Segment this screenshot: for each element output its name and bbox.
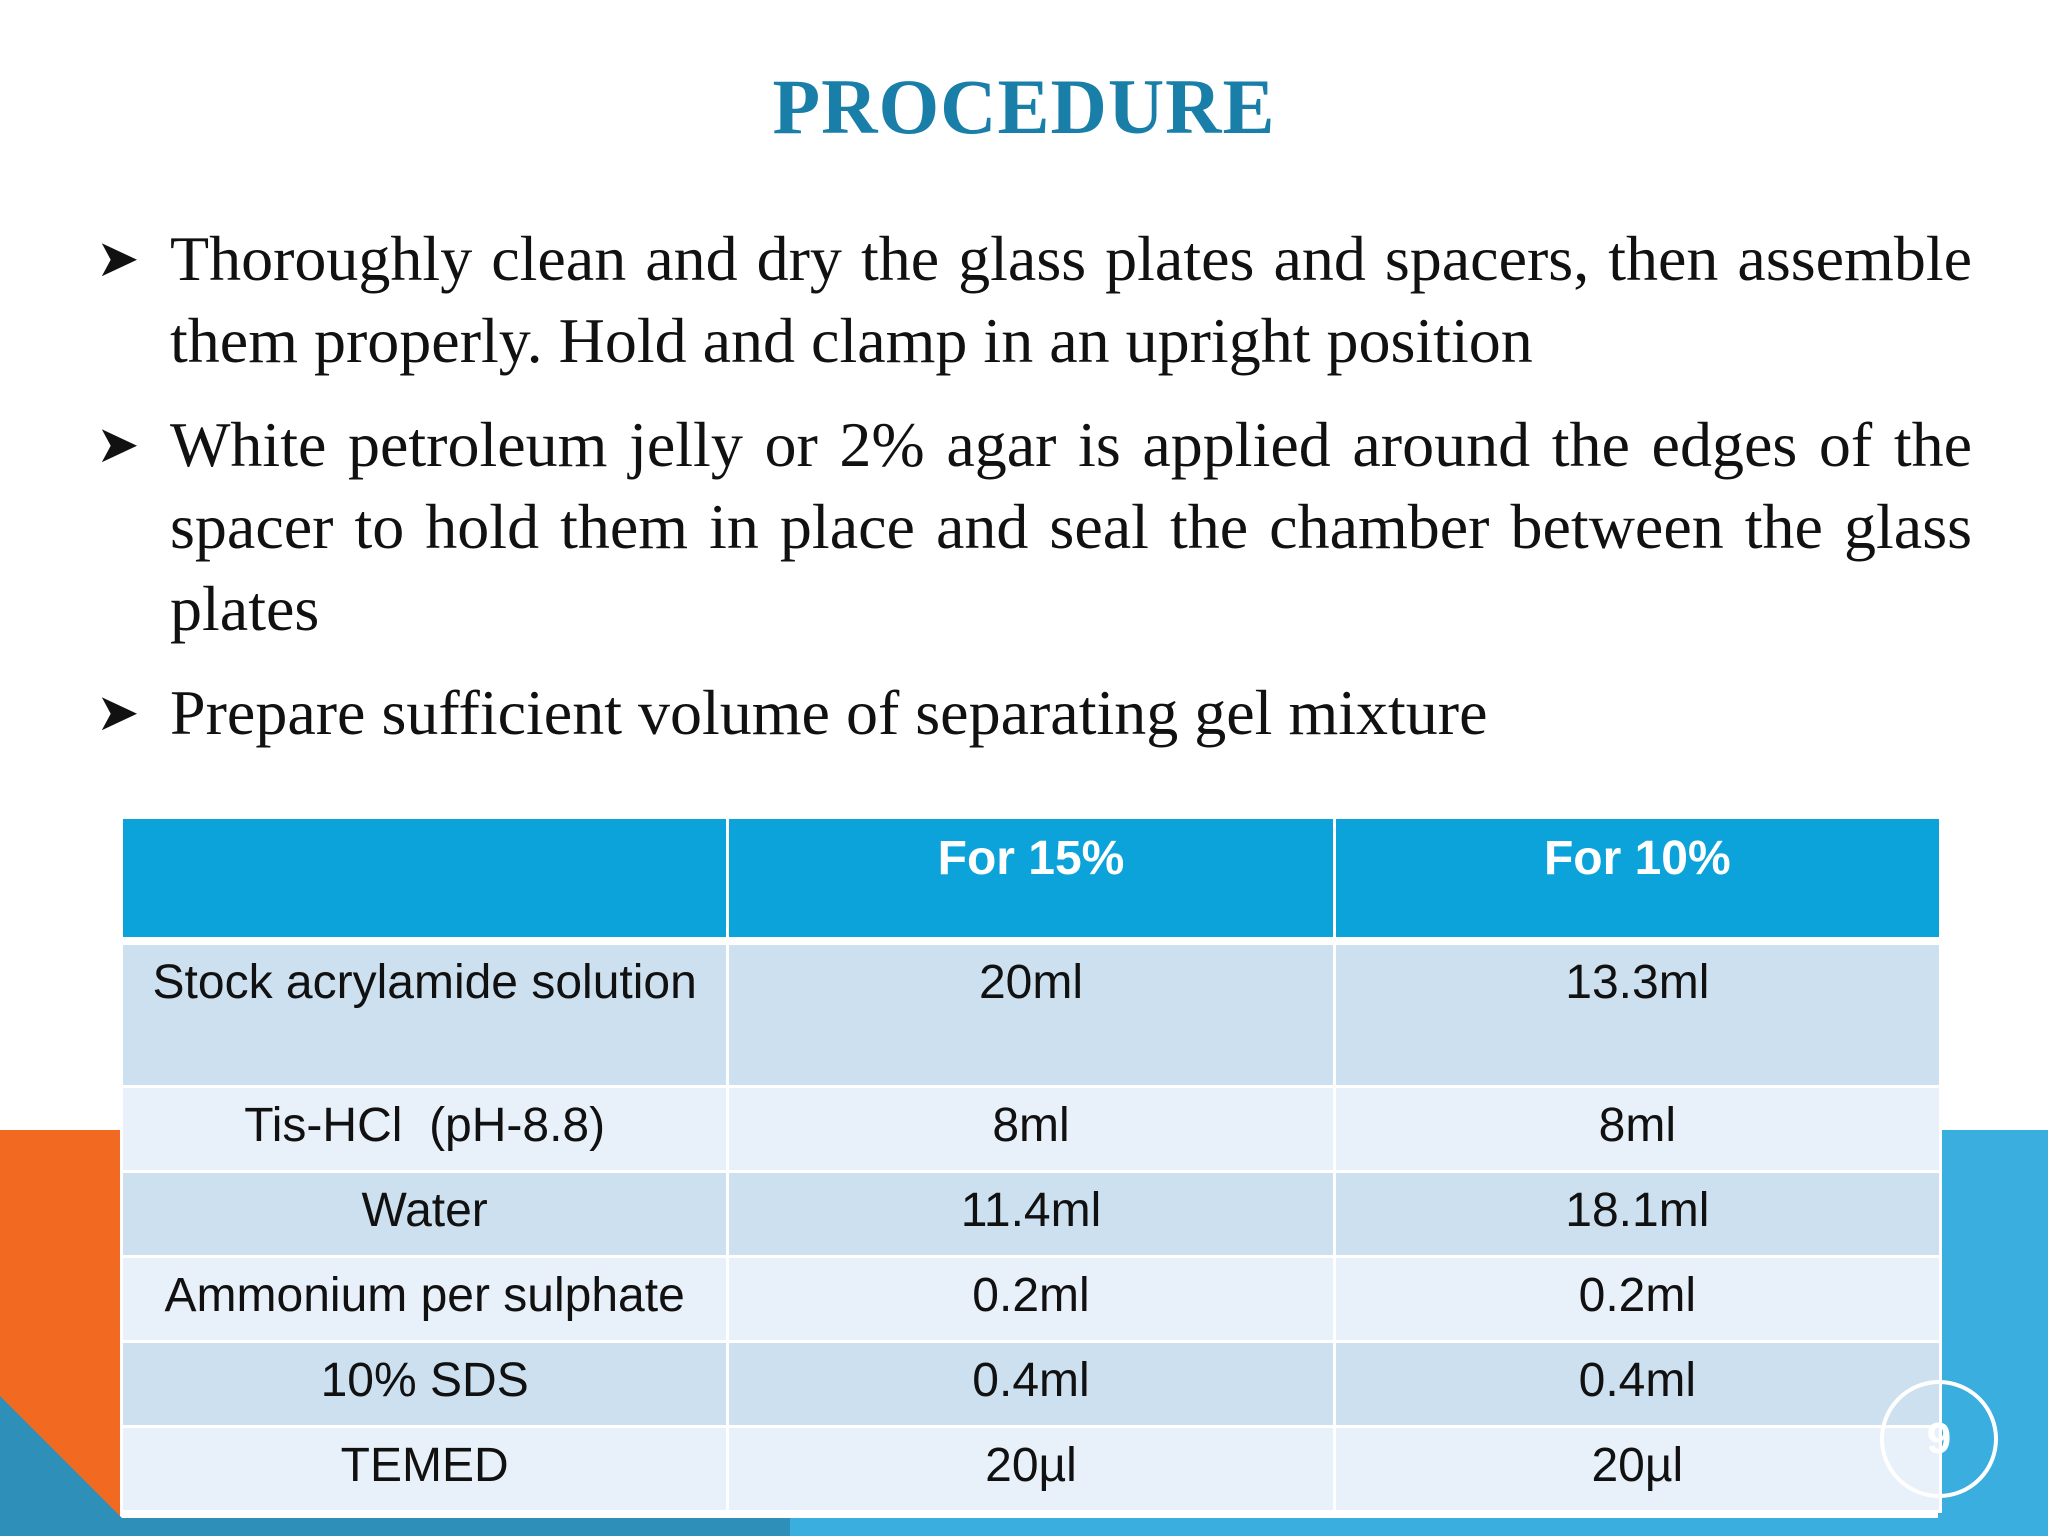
table-row [122,1172,1941,1257]
table-cell: 8ml [728,1087,1334,1172]
table-cell: 8ml [1334,1087,1940,1172]
table-row [122,941,1941,1087]
bullet-item [96,404,1972,650]
bullet-text: Prepare sufficient volume of separating gel mixture [170,677,1488,748]
table-cell: 0.2ml [1334,1257,1940,1342]
table-cell: 11.4ml [728,1172,1334,1257]
bullet-item [96,218,1972,382]
table-cell: 13.3ml [1334,941,1940,1087]
table-cell: Tis-HCl (pH-8.8) [122,1087,728,1172]
table-cell: 0.4ml [728,1342,1334,1427]
bullet-item [96,672,1972,754]
table-cell: 0.2ml [728,1257,1334,1342]
table-header-cell: For 15% [728,818,1334,942]
table-row [122,1427,1941,1512]
table-cell: 0.4ml [1334,1342,1940,1427]
table-header-cell: For 10% [1334,818,1940,942]
bullet-text: Thoroughly clean and dry the glass plates and spacers, then assemble them properly. Hold and clamp in an upright position [170,223,1972,376]
table-cell: 10% SDS [122,1342,728,1427]
table-header-cell [122,818,728,942]
table-header-row [122,818,1941,942]
table-row [122,1342,1941,1427]
arrow-bullet-icon: ➤ [96,683,140,743]
gel-mixture-table [120,816,1942,1513]
page-number-badge: 9 [1880,1380,1998,1498]
bullet-list [96,218,1972,776]
table-cell: 20µl [728,1427,1334,1512]
table-row [122,1087,1941,1172]
table-cell: 18.1ml [1334,1172,1940,1257]
slide-title: PROCEDURE [772,63,1276,150]
arrow-bullet-icon: ➤ [96,415,140,475]
dark-blue-bottom-strip [0,1518,790,1536]
table-cell: Stock acrylamide solution [122,941,728,1087]
bullet-text: White petroleum jelly or 2% agar is applied around the edges of the spacer to hold them in place and seal the chamber between the glass plates [170,409,1972,644]
table-row [122,1257,1941,1342]
table-cell: Ammonium per sulphate [122,1257,728,1342]
table-cell: 20µl [1334,1427,1940,1512]
table-cell: Water [122,1172,728,1257]
table-cell: TEMED [122,1427,728,1512]
blue-corner-triangle [0,1396,140,1536]
table-cell: 20ml [728,941,1334,1087]
arrow-bullet-icon: ➤ [96,229,140,289]
